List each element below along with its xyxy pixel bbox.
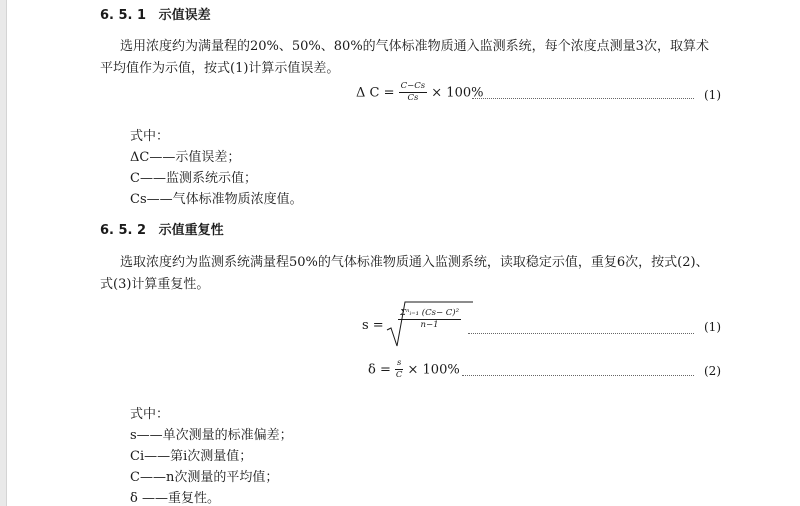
section-title: 示值重复性 bbox=[158, 223, 224, 238]
section-number: 6. 5. 1 bbox=[100, 8, 147, 23]
equation-1 bbox=[356, 82, 483, 104]
definition-item: s——单次测量的标准偏差； bbox=[130, 428, 293, 443]
eq2-leader-dots bbox=[468, 333, 694, 334]
eq1-rhs: × 100% bbox=[431, 85, 484, 101]
viewer-left-border bbox=[0, 0, 7, 506]
definition-item: C——监测系统示值； bbox=[130, 171, 257, 186]
eq3-number: (2) bbox=[704, 364, 721, 378]
eq1-number: (1) bbox=[704, 88, 721, 102]
section-title: 示值误差 bbox=[158, 8, 211, 23]
definition-item: Ci——第i次测量值； bbox=[130, 449, 253, 464]
paragraph-line: 平均值作为示值，按式(1)计算示值误差。 bbox=[100, 61, 340, 76]
eq3-rhs: × 100% bbox=[407, 362, 460, 378]
eq2-denominator: n−1 bbox=[420, 320, 439, 331]
definition-item: Cs——气体标准物质浓度值。 bbox=[130, 192, 303, 207]
paragraph-line: 选用浓度约为满量程的20%、50%、80%的气体标准物质通入监测系统，每个浓度点测量3次，取算术 bbox=[120, 39, 709, 54]
eq1-numerator: C−Cs bbox=[399, 82, 428, 93]
eq3-leader-dots bbox=[462, 375, 694, 376]
section-heading-6-5-2 bbox=[100, 219, 224, 238]
eq2-lhs: s = bbox=[362, 318, 384, 333]
section-number: 6. 5. 2 bbox=[100, 223, 147, 238]
eq1-leader-dots bbox=[472, 98, 694, 99]
equation-3 bbox=[368, 359, 460, 381]
where-label: 式中： bbox=[130, 407, 170, 422]
section-heading-6-5-1 bbox=[100, 4, 211, 23]
eq2-fraction bbox=[398, 309, 461, 331]
eq1-denominator: Cs bbox=[407, 93, 419, 104]
definition-item: δ ——重复性。 bbox=[130, 491, 220, 506]
eq1-fraction bbox=[399, 82, 428, 104]
definition-item: C——n次测量的平均值； bbox=[130, 470, 279, 485]
paragraph-line: 选取浓度约为监测系统满量程50%的气体标准物质通入监测系统，读取稳定示值，重复6次，按式(2)、 bbox=[120, 255, 709, 270]
eq3-fraction bbox=[395, 359, 403, 381]
eq1-lhs: Δ C = bbox=[356, 85, 395, 101]
document-page bbox=[100, 0, 740, 506]
eq3-numerator: s bbox=[395, 359, 403, 370]
eq2-numerator: Σⁿᵢ₌₁ (Cs− C)² bbox=[398, 309, 461, 320]
eq2-number: (1) bbox=[704, 320, 721, 334]
definition-item: ΔC——示值误差； bbox=[130, 150, 241, 165]
eq3-lhs: δ = bbox=[368, 362, 391, 378]
where-label: 式中： bbox=[130, 129, 170, 144]
eq3-denominator: C bbox=[395, 370, 403, 381]
paragraph-line: 式(3)计算重复性。 bbox=[100, 277, 210, 292]
